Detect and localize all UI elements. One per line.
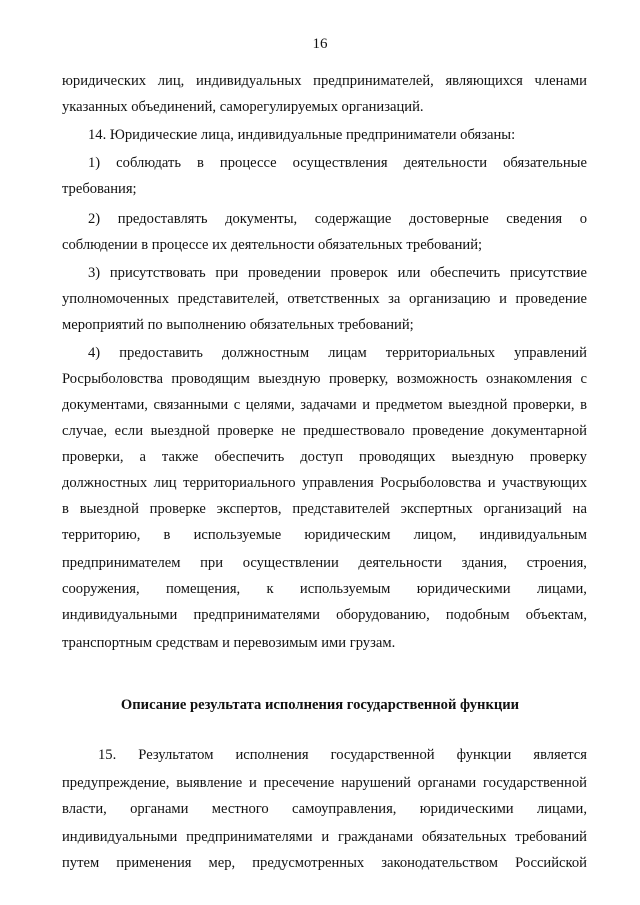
word: индивидуальными xyxy=(62,829,178,845)
text-line xyxy=(62,800,587,818)
word: присутствие xyxy=(509,265,587,281)
word: выездной xyxy=(448,397,508,413)
word: предшествовало xyxy=(303,423,405,439)
word: подобным xyxy=(445,607,510,623)
word: нарушений xyxy=(341,775,411,791)
text-line xyxy=(62,554,587,572)
word: присутствовать xyxy=(109,265,206,281)
word: государственной xyxy=(482,775,587,791)
word: и xyxy=(487,475,496,491)
text-line xyxy=(62,396,587,414)
word: обеспечить xyxy=(430,265,501,281)
word: организаций xyxy=(483,501,562,517)
word: участвующих xyxy=(502,475,587,491)
text-line: соблюдении в процессе их деятельности обязательных требований; xyxy=(62,237,483,253)
word: сооружения, xyxy=(62,581,140,597)
text-line xyxy=(62,774,587,792)
word: обязательные xyxy=(503,155,587,171)
word: проверок xyxy=(330,265,388,281)
text-line xyxy=(88,154,587,172)
word: лиц, xyxy=(157,73,185,89)
word: лицами, xyxy=(536,801,587,817)
word: должностных xyxy=(62,475,148,491)
word: не xyxy=(281,423,296,439)
word: деятельности xyxy=(358,555,442,571)
word: предпринимателем xyxy=(62,555,181,571)
word: проводящим xyxy=(171,371,250,387)
word: проверке xyxy=(149,501,206,517)
word: предупреждение, xyxy=(62,775,170,791)
text-line xyxy=(62,370,587,388)
word: процессе xyxy=(219,155,277,171)
word: юридическими xyxy=(419,801,514,817)
word: целями, xyxy=(245,397,295,413)
word: проверки, xyxy=(512,397,575,413)
word: лицами, xyxy=(536,581,587,597)
word: уполномоченных xyxy=(62,291,170,307)
word: за xyxy=(388,291,401,307)
text-line: требования; xyxy=(62,181,137,197)
word: задачами xyxy=(300,397,357,413)
word: на xyxy=(572,501,587,517)
word: в xyxy=(163,527,171,543)
word: предоставить xyxy=(119,345,203,361)
word: экспертных xyxy=(400,501,473,517)
word: доступ xyxy=(300,449,344,465)
word: в xyxy=(197,155,204,171)
word: предпринимателей, xyxy=(313,73,434,89)
text-line xyxy=(62,72,587,90)
word: исполнения xyxy=(235,747,309,763)
word: предпринимателями xyxy=(193,607,320,623)
word: индивидуальными xyxy=(62,607,178,623)
word: о xyxy=(579,211,587,227)
word: лицам xyxy=(328,345,367,361)
text-line xyxy=(62,580,587,598)
word: выездную xyxy=(258,371,321,387)
word: строения, xyxy=(526,555,587,571)
word: осуществлении xyxy=(242,555,339,571)
word: документарной xyxy=(491,423,587,439)
word: проверке xyxy=(217,423,274,439)
word: объектам, xyxy=(525,607,587,623)
text-line xyxy=(62,854,587,872)
word: если xyxy=(114,423,144,439)
word: Росрыболовства xyxy=(62,371,163,387)
word: при xyxy=(215,265,239,281)
word: а xyxy=(139,449,146,465)
word: организацию xyxy=(409,291,491,307)
section-heading: Описание результата исполнения государственной функции xyxy=(120,697,520,713)
word: юридическим xyxy=(304,527,391,543)
word: также xyxy=(161,449,199,465)
word: должностным xyxy=(222,345,310,361)
word: деятельности xyxy=(403,155,488,171)
word: документы, xyxy=(225,211,298,227)
word: проведении xyxy=(248,265,321,281)
word: при xyxy=(200,555,224,571)
word: предметом xyxy=(375,397,443,413)
word: мер, xyxy=(208,855,236,871)
text-line xyxy=(62,448,587,466)
word: представителей xyxy=(292,501,390,517)
word: органами xyxy=(130,801,189,817)
word: представителей, xyxy=(177,291,279,307)
text-line xyxy=(62,422,587,440)
word: Результатом xyxy=(138,747,214,763)
word: путем xyxy=(62,855,100,871)
word: является xyxy=(533,747,587,763)
word: проверку, xyxy=(328,371,389,387)
text-line: указанных объединений, саморегулируемых организаций. xyxy=(62,99,424,115)
text-line xyxy=(88,344,587,362)
word: 2) xyxy=(88,211,101,227)
text-line xyxy=(62,500,587,518)
word: местного xyxy=(211,801,269,817)
word: выездную xyxy=(451,449,514,465)
word: ответственных xyxy=(287,291,380,307)
word: гражданами xyxy=(337,829,414,845)
word: органами xyxy=(417,775,477,791)
word: 4) xyxy=(88,345,101,361)
word: власти, xyxy=(62,801,107,817)
word: с xyxy=(580,371,587,387)
word: или xyxy=(397,265,421,281)
word: предоставлять xyxy=(117,211,208,227)
word: проведение xyxy=(515,291,587,307)
word: с xyxy=(233,397,241,413)
text-line xyxy=(62,606,587,624)
word: оборудованию, xyxy=(336,607,430,623)
page-number: 16 xyxy=(312,36,328,52)
text-line xyxy=(62,828,587,846)
word: самоуправления, xyxy=(292,801,397,817)
word: и xyxy=(362,397,371,413)
word: и xyxy=(321,829,330,845)
word: территориальных xyxy=(385,345,496,361)
word: лиц xyxy=(153,475,177,491)
text-line: мероприятий по выполнению обязательных требований; xyxy=(62,317,414,333)
word: проводящих xyxy=(359,449,436,465)
word: государственной xyxy=(330,747,435,763)
word: Росрыболовства xyxy=(380,475,482,491)
text-line xyxy=(62,526,587,544)
text-line: 14. Юридические лица, индивидуальные предприниматели обязаны: xyxy=(88,127,516,143)
word: управлений xyxy=(514,345,587,361)
word: функции xyxy=(456,747,512,763)
word: связанными xyxy=(153,397,229,413)
word: предусмотренных xyxy=(252,855,365,871)
word: лицом, xyxy=(413,527,457,543)
word: ознакомления xyxy=(486,371,573,387)
word: здания, xyxy=(461,555,508,571)
word: в xyxy=(580,397,587,413)
word: применения xyxy=(116,855,192,871)
word: 15. xyxy=(98,747,117,763)
text-line xyxy=(98,746,587,764)
word: управления xyxy=(302,475,374,491)
word: к xyxy=(266,581,274,597)
text-line xyxy=(62,474,587,492)
word: используемые xyxy=(193,527,282,543)
word: случае, xyxy=(62,423,107,439)
word: членами xyxy=(534,73,587,89)
word: осуществления xyxy=(292,155,388,171)
word: используемым xyxy=(299,581,391,597)
word: индивидуальным xyxy=(479,527,587,543)
word: экспертов, xyxy=(216,501,282,517)
word: обязательных xyxy=(421,829,507,845)
word: проведение xyxy=(412,423,484,439)
word: юридических xyxy=(62,73,147,89)
word: соблюдать xyxy=(116,155,182,171)
word: выявление xyxy=(176,775,243,791)
word: помещения, xyxy=(165,581,241,597)
word: сведения xyxy=(506,211,563,227)
word: и xyxy=(499,291,507,307)
word: территорию, xyxy=(62,527,141,543)
word: 3) xyxy=(88,265,101,281)
word: пресечение xyxy=(263,775,335,791)
word: в xyxy=(62,501,69,517)
text-line xyxy=(88,210,587,228)
word: требований xyxy=(515,829,587,845)
word: Российской xyxy=(515,855,587,871)
word: документами, xyxy=(62,397,148,413)
word: 1) xyxy=(88,155,101,171)
word: проверку xyxy=(529,449,587,465)
word: содержащие xyxy=(314,211,392,227)
text-line xyxy=(88,264,587,282)
word: достоверные xyxy=(408,211,489,227)
word: индивидуальных xyxy=(195,73,302,89)
word: возможность xyxy=(396,371,478,387)
word: проверки, xyxy=(62,449,124,465)
word: территориального xyxy=(183,475,296,491)
word: обеспечить xyxy=(214,449,285,465)
word: законодательством xyxy=(381,855,499,871)
word: выездной xyxy=(79,501,139,517)
word: предпринимателями xyxy=(186,829,313,845)
word: выездной xyxy=(150,423,210,439)
word: и xyxy=(249,775,257,791)
word: юридическими xyxy=(416,581,511,597)
text-line: транспортным средствам и перевозимым ими грузам. xyxy=(62,635,396,651)
word: являющихся xyxy=(445,73,523,89)
text-line xyxy=(62,290,587,308)
